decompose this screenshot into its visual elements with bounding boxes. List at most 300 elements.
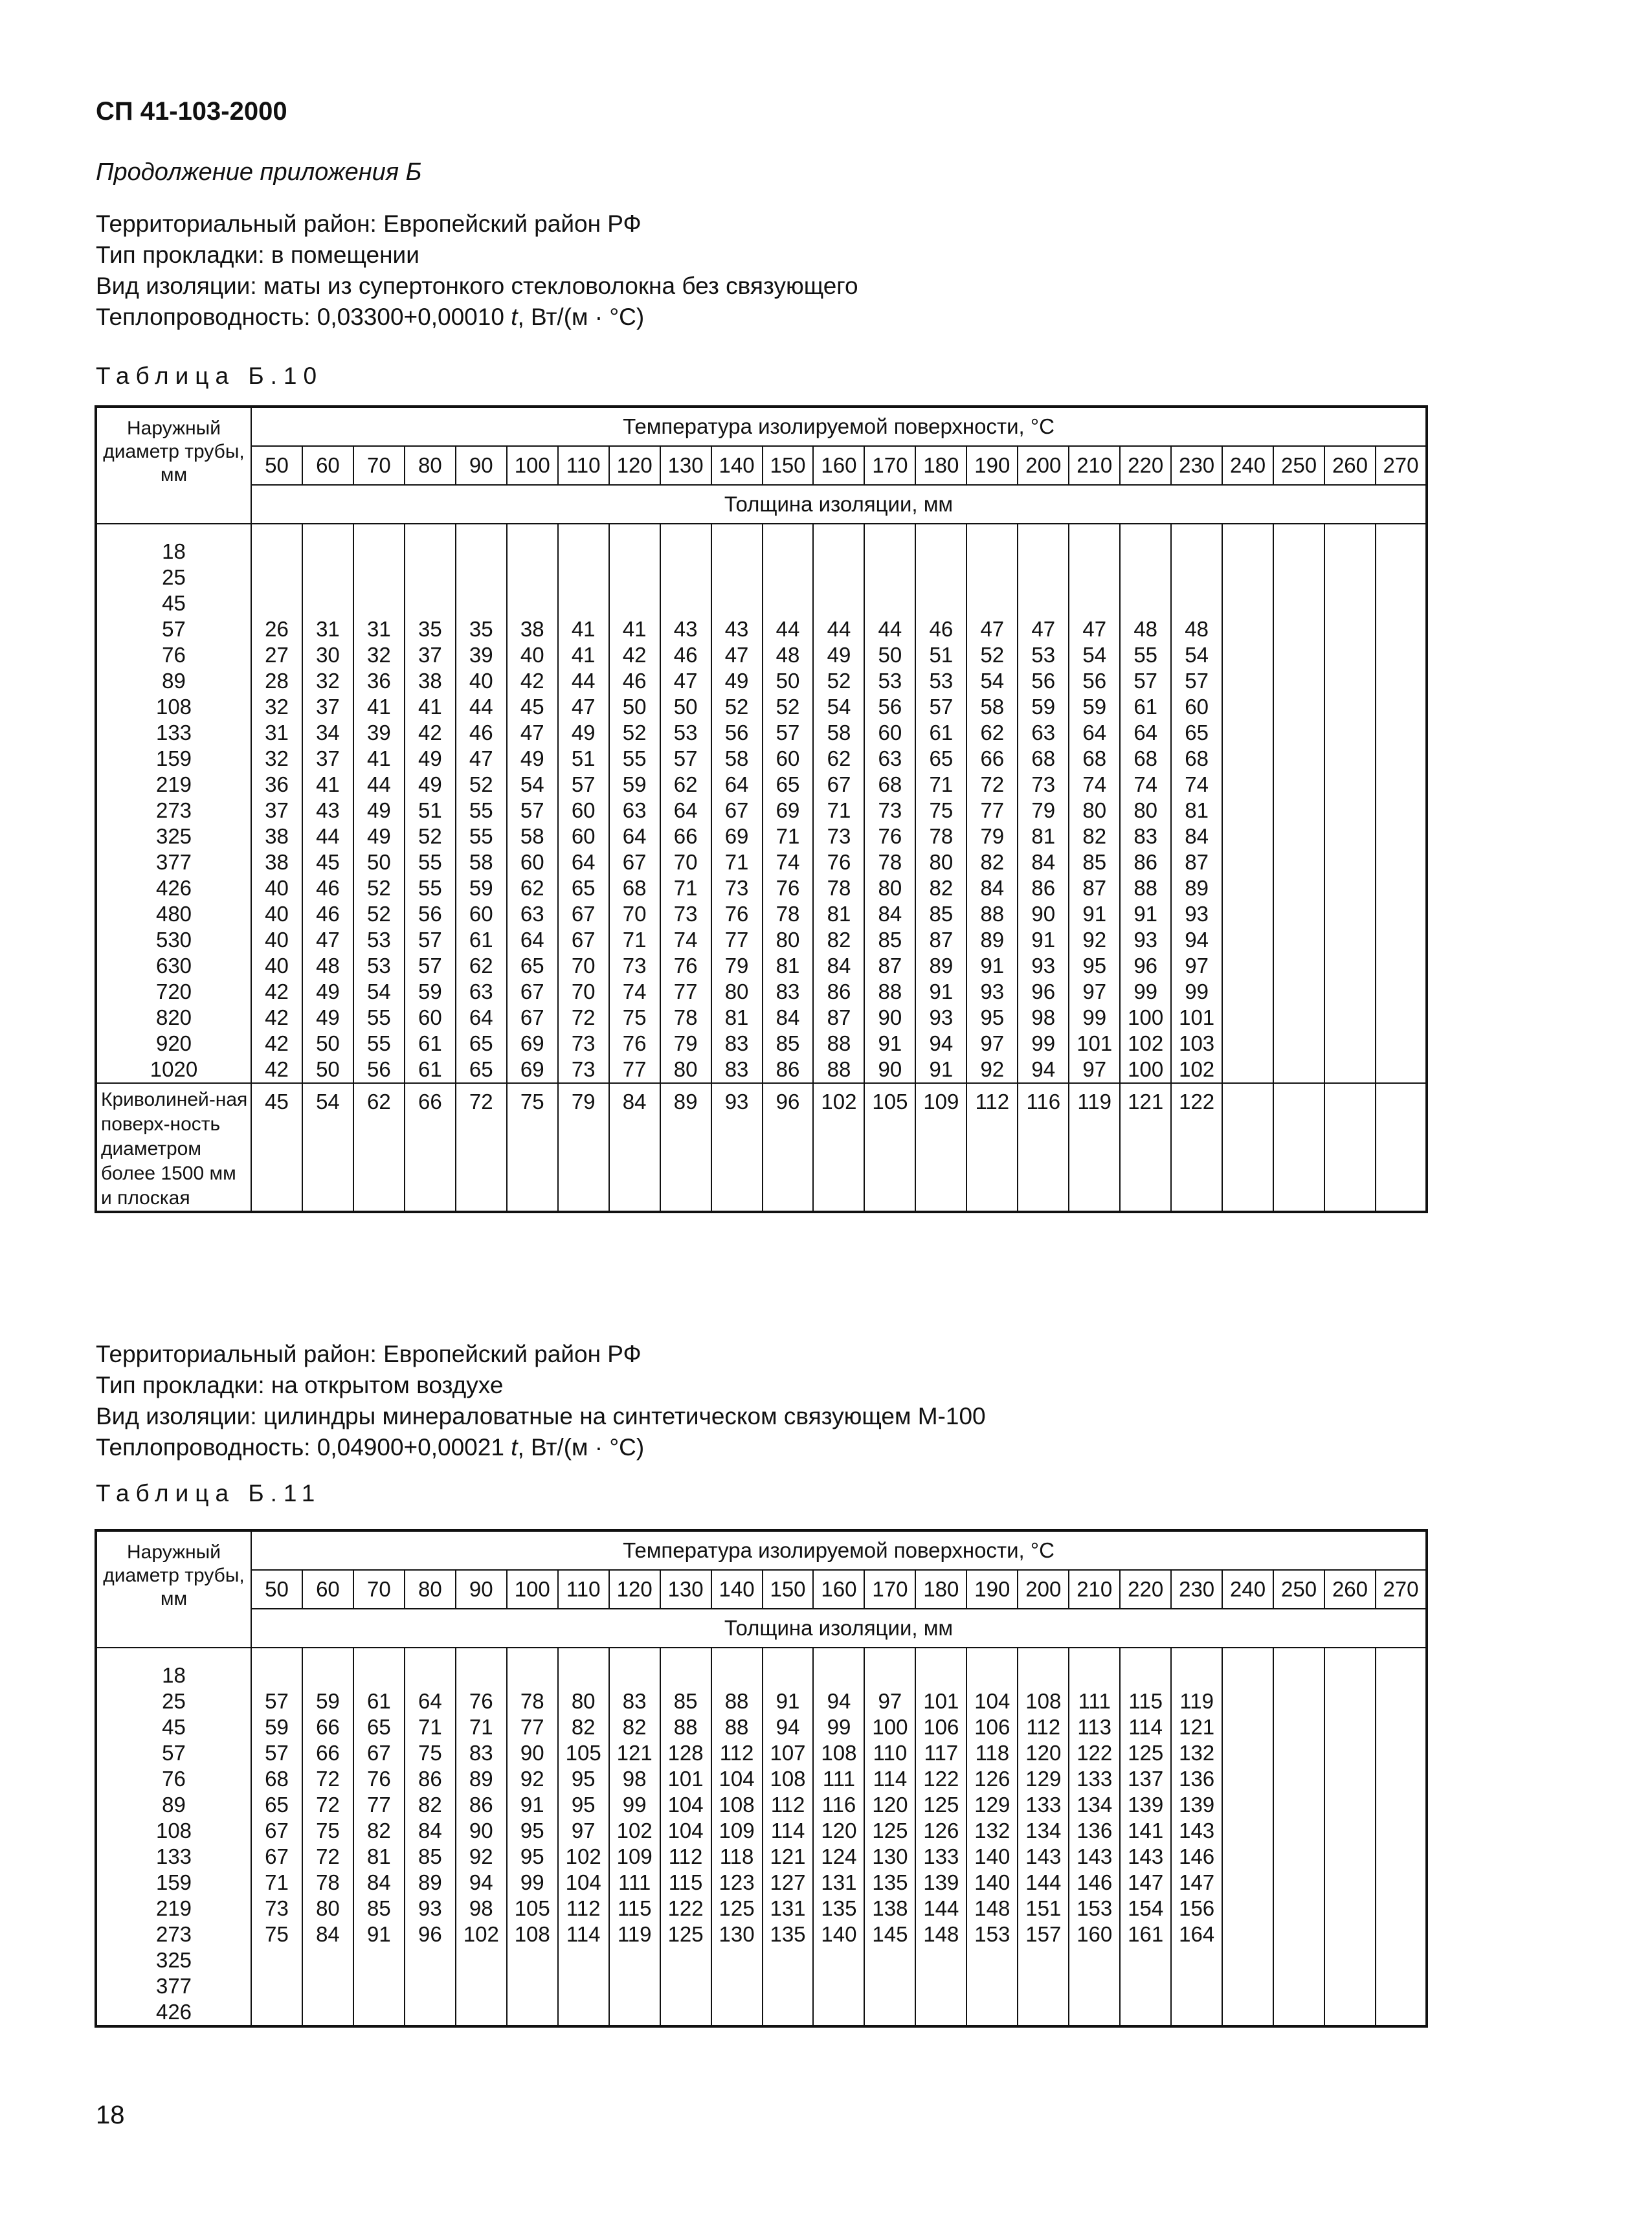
thickness-value: 52 <box>776 695 800 719</box>
thickness-value: 28 <box>265 669 289 693</box>
thickness-value <box>1274 668 1324 694</box>
thickness-value: 49 <box>520 746 544 770</box>
temperature-cell: 200 <box>1018 446 1069 485</box>
thickness-value <box>1325 1740 1375 1766</box>
thickness-value: 63 <box>878 746 902 770</box>
thickness-value <box>1376 746 1425 772</box>
thickness-value: 71 <box>469 1715 493 1739</box>
thickness-value: 73 <box>571 1057 596 1081</box>
thickness-value <box>1274 849 1324 875</box>
thickness-value <box>1223 565 1273 590</box>
thickness-value: 76 <box>827 850 851 874</box>
thickness-value: 52 <box>827 669 851 693</box>
flat-thickness-value: 102 <box>813 1083 864 1212</box>
thickness-value: 121 <box>770 1844 806 1868</box>
thickness-value: 84 <box>1185 824 1209 848</box>
thickness-column <box>609 524 660 1083</box>
thickness-value <box>1069 590 1119 616</box>
thickness-value <box>1274 539 1324 565</box>
thickness-value: 73 <box>724 876 749 900</box>
thickness-value: 49 <box>316 1005 340 1029</box>
thickness-value <box>559 1947 608 1973</box>
thickness-value: 42 <box>265 1057 289 1081</box>
thickness-value: 73 <box>571 1031 596 1055</box>
temperature-cell: 100 <box>507 446 558 485</box>
thickness-value <box>1376 798 1425 823</box>
thickness-value: 54 <box>1082 643 1107 667</box>
thickness-value: 63 <box>1031 721 1056 745</box>
thickness-value <box>1121 565 1170 590</box>
thickness-value <box>865 1947 915 1973</box>
thickness-value <box>559 1663 608 1688</box>
thickness-value: 35 <box>418 617 442 641</box>
flat-thickness-value: 66 <box>405 1083 456 1212</box>
thickness-value: 60 <box>418 1005 442 1029</box>
thickness-column <box>1376 1648 1427 2026</box>
thickness-column <box>1171 524 1222 1083</box>
thickness-value: 51 <box>929 643 954 667</box>
thickness-value: 125 <box>872 1819 908 1843</box>
thickness-value: 41 <box>367 695 391 719</box>
thickness-value <box>1223 1999 1273 2025</box>
thickness-value: 105 <box>565 1741 601 1765</box>
diameter-header: Наружный диаметр трубы, мм <box>96 1530 251 1648</box>
thickness-value <box>508 1999 557 2025</box>
temperature-cell: 80 <box>405 1570 456 1609</box>
thickness-value <box>712 565 762 590</box>
thickness-value: 41 <box>418 695 442 719</box>
thickness-value: 62 <box>827 746 851 770</box>
thickness-value: 99 <box>1082 1005 1107 1029</box>
thickness-value: 59 <box>418 980 442 1003</box>
thickness-value: 47 <box>520 721 544 745</box>
thickness-value: 39 <box>367 721 391 745</box>
thickness-value: 47 <box>1031 617 1056 641</box>
thickness-value: 67 <box>265 1819 289 1843</box>
thickness-column <box>1376 524 1427 1083</box>
page-number: 18 <box>96 2101 125 2129</box>
thickness-value <box>303 590 353 616</box>
thickness-value <box>1223 668 1273 694</box>
thickness-value <box>1376 720 1425 746</box>
thickness-value: 39 <box>469 643 493 667</box>
thickness-value: 97 <box>1082 1057 1107 1081</box>
thickness-value: 68 <box>622 876 647 900</box>
thickness-value <box>1223 849 1273 875</box>
thickness-value: 139 <box>1128 1793 1164 1817</box>
diameter-value: 273 <box>155 798 192 822</box>
thickness-value <box>456 1663 506 1688</box>
thickness-value: 83 <box>622 1689 647 1713</box>
thickness-column <box>507 1648 558 2026</box>
thickness-value: 88 <box>1133 876 1158 900</box>
diameter-value: 108 <box>155 695 192 719</box>
thickness-value: 90 <box>878 1005 902 1029</box>
thickness-column <box>763 1648 814 2026</box>
thickness-value: 57 <box>571 772 596 796</box>
thickness-value <box>967 1973 1017 1999</box>
thickness-value: 109 <box>616 1844 653 1868</box>
thickness-value: 45 <box>316 850 340 874</box>
thickness-value: 64 <box>571 850 596 874</box>
temperature-header: Температура изолируемой поверхности, °С <box>251 1530 1427 1570</box>
thickness-value <box>1274 1947 1324 1973</box>
thickness-value: 43 <box>673 617 698 641</box>
thickness-value <box>559 539 608 565</box>
thickness-value: 120 <box>821 1819 857 1843</box>
thickness-value: 36 <box>265 772 289 796</box>
thickness-value <box>1325 1921 1375 1947</box>
diameter-value: 377 <box>155 1974 192 1998</box>
thickness-column <box>405 524 456 1083</box>
diameter-value: 325 <box>155 1948 192 1972</box>
thickness-value <box>661 1663 711 1688</box>
thickness-value: 134 <box>1025 1819 1062 1843</box>
thickness-value: 91 <box>520 1793 544 1817</box>
thickness-value: 55 <box>469 824 493 848</box>
thickness-value: 151 <box>1025 1896 1062 1920</box>
thickness-column <box>456 1648 507 2026</box>
thickness-value: 60 <box>1185 695 1209 719</box>
thickness-value <box>1223 1973 1273 1999</box>
temperature-cell: 220 <box>1120 446 1171 485</box>
thickness-value: 60 <box>878 721 902 745</box>
thickness-value <box>1223 539 1273 565</box>
thickness-value <box>354 565 404 590</box>
thickness-value: 133 <box>923 1844 959 1868</box>
thickness-column <box>251 1648 302 2026</box>
thickness-value <box>456 539 506 565</box>
thickness-value: 89 <box>980 928 1005 952</box>
thickness-value <box>1274 979 1324 1005</box>
thickness-value: 74 <box>1082 772 1107 796</box>
thickness-value <box>1223 1947 1273 1973</box>
thickness-value: 131 <box>821 1870 857 1894</box>
thickness-value <box>916 590 966 616</box>
thickness-value: 47 <box>469 746 493 770</box>
thickness-value <box>1376 953 1425 979</box>
temperature-cell: 160 <box>813 1570 864 1609</box>
thickness-value <box>405 1973 455 1999</box>
thickness-value <box>763 1973 813 1999</box>
thickness-value: 67 <box>622 850 647 874</box>
thickness-value <box>1172 539 1222 565</box>
thickness-value <box>1274 1057 1324 1082</box>
thickness-value: 57 <box>673 746 698 770</box>
thickness-value: 84 <box>827 954 851 978</box>
thickness-value: 115 <box>617 1896 652 1920</box>
thickness-value: 91 <box>1082 902 1107 926</box>
thickness-value: 80 <box>724 980 749 1003</box>
thickness-value: 59 <box>622 772 647 796</box>
thickness-value: 99 <box>622 1793 647 1817</box>
diameter-value: 18 <box>162 539 186 563</box>
thickness-value <box>1274 901 1324 927</box>
thickness-value: 42 <box>265 1031 289 1055</box>
thickness-value: 41 <box>316 772 340 796</box>
thickness-value: 57 <box>520 798 544 822</box>
thickness-value <box>763 1999 813 2025</box>
thickness-value <box>1376 823 1425 849</box>
thickness-value <box>1376 668 1425 694</box>
thickness-value: 147 <box>1128 1870 1164 1894</box>
thickness-value: 61 <box>929 721 954 745</box>
thickness-value <box>967 590 1017 616</box>
flat-thickness-value <box>1324 1083 1376 1212</box>
thickness-value: 77 <box>673 980 698 1003</box>
thickness-column <box>813 524 864 1083</box>
thickness-value: 133 <box>1077 1767 1113 1791</box>
thickness-column <box>813 1648 864 2026</box>
flat-thickness-value: 89 <box>660 1083 711 1212</box>
diameter-value: 76 <box>162 1767 186 1791</box>
thickness-value <box>354 1999 404 2025</box>
thickness-value <box>303 1947 353 1973</box>
thickness-value: 88 <box>724 1689 749 1713</box>
appendix-continuation: Продолжение приложения Б <box>96 159 422 186</box>
thickness-value <box>712 1947 762 1973</box>
temperature-cell: 120 <box>609 446 660 485</box>
thickness-value: 85 <box>418 1844 442 1868</box>
flat-thickness-value: 112 <box>966 1083 1018 1212</box>
thickness-value <box>1325 823 1375 849</box>
thickness-value <box>1325 875 1375 901</box>
thickness-value: 105 <box>514 1896 550 1920</box>
thickness-value: 122 <box>1077 1741 1113 1765</box>
thickness-value: 97 <box>980 1031 1005 1055</box>
thickness-value: 90 <box>520 1741 544 1765</box>
thickness-value: 74 <box>1133 772 1158 796</box>
thickness-value: 56 <box>418 902 442 926</box>
diameter-value: 18 <box>162 1663 186 1687</box>
thickness-value <box>1325 849 1375 875</box>
thickness-value: 111 <box>1078 1689 1111 1713</box>
thickness-value <box>1223 1921 1273 1947</box>
thickness-value: 146 <box>1179 1844 1215 1868</box>
thickness-value: 42 <box>418 721 442 745</box>
thickness-value: 47 <box>571 695 596 719</box>
thickness-value: 144 <box>923 1896 959 1920</box>
thickness-value <box>1376 1792 1425 1818</box>
thickness-value <box>1274 1005 1324 1031</box>
thickness-value: 41 <box>622 617 647 641</box>
temperature-cell: 80 <box>405 446 456 485</box>
thickness-value <box>1274 1999 1324 2025</box>
thickness-value: 44 <box>776 617 800 641</box>
thickness-value <box>712 1973 762 1999</box>
thickness-value <box>405 1947 455 1973</box>
temperature-cell: 110 <box>558 446 609 485</box>
flat-thickness-value: 122 <box>1171 1083 1222 1212</box>
thickness-value: 57 <box>929 695 954 719</box>
thickness-value: 54 <box>827 695 851 719</box>
thickness-value <box>1325 927 1375 953</box>
thickness-value: 74 <box>776 850 800 874</box>
thickness-value: 87 <box>929 928 954 952</box>
flat-thickness-value <box>1273 1083 1324 1212</box>
thickness-value: 83 <box>469 1741 493 1765</box>
thickness-value <box>967 1999 1017 2025</box>
thickness-value: 71 <box>776 824 800 848</box>
thickness-value: 65 <box>1185 721 1209 745</box>
thickness-value <box>1274 798 1324 823</box>
table-b10-label: Таблица Б.10 <box>96 363 324 389</box>
thickness-value: 143 <box>1077 1844 1113 1868</box>
thickness-value: 47 <box>1082 617 1107 641</box>
thickness-value: 90 <box>1031 902 1056 926</box>
thickness-value <box>1376 1818 1425 1844</box>
thickness-value <box>1274 1714 1324 1740</box>
temperature-cell: 270 <box>1376 446 1427 485</box>
thickness-value: 56 <box>1082 669 1107 693</box>
thickness-value: 68 <box>1082 746 1107 770</box>
thickness-value: 88 <box>827 1057 851 1081</box>
thickness-value <box>1325 798 1375 823</box>
thickness-value: 44 <box>878 617 902 641</box>
thickness-value: 99 <box>1185 980 1209 1003</box>
thickness-value: 104 <box>974 1689 1010 1713</box>
thickness-value <box>1376 1005 1425 1031</box>
temperature-cell: 110 <box>558 1570 609 1609</box>
thickness-value: 111 <box>618 1870 651 1894</box>
thickness-value: 78 <box>776 902 800 926</box>
thickness-value <box>610 565 660 590</box>
thickness-value <box>405 1663 455 1688</box>
thickness-value: 120 <box>872 1793 908 1817</box>
thickness-value: 71 <box>827 798 851 822</box>
thickness-column <box>302 1648 353 2026</box>
thickness-value: 38 <box>520 617 544 641</box>
thickness-value: 136 <box>1077 1819 1113 1843</box>
thickness-value <box>763 590 813 616</box>
thickness-value: 54 <box>1185 643 1209 667</box>
thickness-value: 66 <box>673 824 698 848</box>
thickness-column <box>1018 1648 1069 2026</box>
temperature-cell: 100 <box>507 1570 558 1609</box>
thickness-value: 97 <box>1185 954 1209 978</box>
thickness-value: 43 <box>316 798 340 822</box>
thickness-value: 56 <box>878 695 902 719</box>
thickness-value: 114 <box>770 1819 805 1843</box>
thickness-value <box>559 590 608 616</box>
thickness-value: 67 <box>520 980 544 1003</box>
temperature-row <box>96 1570 1427 1609</box>
thickness-value: 69 <box>776 798 800 822</box>
thickness-value: 82 <box>622 1715 647 1739</box>
thickness-value: 153 <box>1077 1896 1113 1920</box>
thickness-value <box>1325 901 1375 927</box>
thickness-value: 71 <box>724 850 749 874</box>
thickness-value: 41 <box>367 746 391 770</box>
thickness-value: 57 <box>776 721 800 745</box>
thickness-column <box>1324 1648 1376 2026</box>
thickness-value: 59 <box>316 1689 340 1713</box>
thickness-value: 76 <box>469 1689 493 1713</box>
thickness-value: 79 <box>724 954 749 978</box>
diameter-value: 920 <box>155 1031 192 1055</box>
temperature-cell: 260 <box>1324 446 1376 485</box>
thickness-value: 38 <box>265 850 289 874</box>
diameter-value: 159 <box>155 1870 192 1894</box>
thickness-value <box>814 1947 864 1973</box>
diameter-value: 57 <box>162 617 186 641</box>
thickness-value: 119 <box>1179 1689 1214 1713</box>
thickness-value <box>661 539 711 565</box>
thickness-value: 59 <box>1082 695 1107 719</box>
thickness-value: 139 <box>923 1870 959 1894</box>
diameter-value: 480 <box>155 902 192 926</box>
thickness-value: 96 <box>1133 954 1158 978</box>
thickness-value: 64 <box>724 772 749 796</box>
thickness-value: 88 <box>980 902 1005 926</box>
thickness-value: 102 <box>463 1922 499 1946</box>
temperature-cell: 150 <box>763 446 814 485</box>
thickness-value: 86 <box>1031 876 1056 900</box>
thickness-value <box>916 539 966 565</box>
thickness-value: 84 <box>980 876 1005 900</box>
thickness-value: 27 <box>265 643 289 667</box>
thickness-value: 78 <box>520 1689 544 1713</box>
thickness-value: 60 <box>520 850 544 874</box>
diameter-column <box>96 1648 251 2026</box>
thickness-value <box>712 590 762 616</box>
thickness-value <box>1376 1844 1425 1870</box>
thickness-value <box>1274 590 1324 616</box>
thickness-value: 78 <box>673 1005 698 1029</box>
thickness-value <box>712 539 762 565</box>
temperature-cell: 180 <box>915 446 966 485</box>
thickness-value: 64 <box>673 798 698 822</box>
thickness-value: 62 <box>520 876 544 900</box>
thickness-value: 94 <box>827 1689 851 1713</box>
thickness-value: 50 <box>776 669 800 693</box>
thickness-value: 42 <box>265 1005 289 1029</box>
thickness-value <box>508 1663 557 1688</box>
thickness-value: 95 <box>520 1844 544 1868</box>
thickness-value: 148 <box>923 1922 959 1946</box>
thickness-value: 38 <box>265 824 289 848</box>
thickness-value <box>456 590 506 616</box>
thickness-value <box>1069 1947 1119 1973</box>
flat-thickness-value: 93 <box>711 1083 763 1212</box>
thickness-value: 57 <box>265 1689 289 1713</box>
thickness-value: 93 <box>1185 902 1209 926</box>
thickness-column <box>353 524 405 1083</box>
thickness-value <box>1223 1870 1273 1896</box>
thickness-value <box>1376 772 1425 798</box>
diameter-column <box>96 524 251 1083</box>
thickness-value <box>1223 1766 1273 1792</box>
thickness-value <box>1325 1973 1375 1999</box>
thickness-value: 91 <box>980 954 1005 978</box>
thickness-value: 101 <box>923 1689 959 1713</box>
thickness-value: 102 <box>1128 1031 1164 1055</box>
thickness-value: 122 <box>667 1896 704 1920</box>
thickness-value: 76 <box>367 1767 391 1791</box>
thickness-value: 90 <box>878 1057 902 1081</box>
thickness-value <box>763 539 813 565</box>
thickness-value: 36 <box>367 669 391 693</box>
thickness-value <box>1069 1973 1119 1999</box>
temperature-cell: 170 <box>864 446 915 485</box>
thickness-value: 40 <box>265 928 289 952</box>
thickness-value: 57 <box>265 1741 289 1765</box>
thickness-value: 86 <box>776 1057 800 1081</box>
thickness-value: 57 <box>1133 669 1158 693</box>
thickness-value: 78 <box>929 824 954 848</box>
flat-thickness-value <box>1376 1083 1427 1212</box>
thickness-value: 71 <box>418 1715 442 1739</box>
